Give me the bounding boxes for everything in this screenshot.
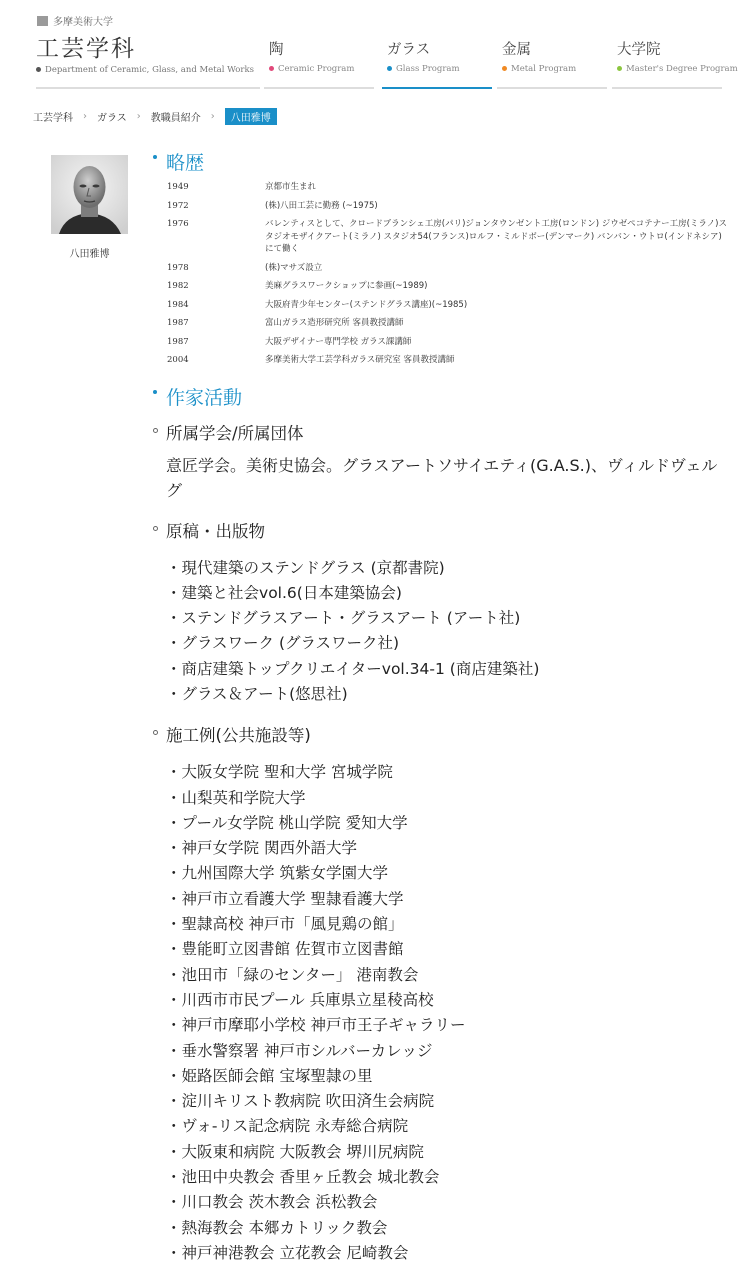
tab-sublabel: [617, 64, 738, 74]
work-item: ・ 神戸市立看護大学 聖隷看護大学: [166, 887, 728, 912]
tab-label: ガラス: [387, 42, 431, 58]
work-item: ・ 神戸神港教会 立花教会 尼崎教会: [166, 1241, 728, 1266]
profile-photo: [51, 155, 128, 234]
work-item: ・ 神戸市摩耶小学校 神戸市王子ギャラリー: [166, 1013, 728, 1038]
history-row: [167, 218, 728, 256]
department-subtitle: [36, 65, 254, 75]
tab-program[interactable]: [612, 38, 738, 89]
profile-name: 八田雅博: [69, 249, 110, 260]
history-event: バレンティスとして、クロードブランシェ工房(パリ)ジョンタウンゼント工房(ロンドン) ジウゼペコテナー工房(ミラノ)スタジオモザイクアート(ミラノ) スタジオ54(フランス)ロルフ・ミルドボー(デンマーク) バンバン・ウトロ(インドネシア)にて働く: [265, 219, 727, 254]
tab-underline: [264, 87, 374, 89]
program-dot-icon: [269, 66, 274, 71]
chevron-right-icon: ›: [136, 111, 141, 122]
work-item: ・ 川西市市民プール 兵庫県立星稜高校: [166, 988, 728, 1013]
work-item: ・ 池田中央教会 香里ヶ丘教会 城北教会: [166, 1165, 728, 1190]
publication-item: ・ 現代建築のステンドグラス (京都書院): [166, 556, 728, 581]
tab-underline: [382, 87, 492, 89]
work-item: ・ 大阪女学院 聖和大学 宮城学院: [166, 760, 728, 785]
history-year: 1949: [167, 182, 189, 192]
university-logo-icon: [37, 16, 48, 26]
publication-item: ・ ステンドグラスアート・グラスアート (アート社): [166, 606, 728, 631]
tab-sublabel-text: Glass Program: [396, 64, 460, 74]
work-item: ・ 聖隷高校 神戸市「風見鶏の館」: [166, 912, 728, 937]
history-row: [167, 299, 728, 312]
university-label: 多摩美術大学: [53, 17, 113, 28]
publication-item: ・ 商店建築トップクリエイターvol.34-1 (商店建築社): [166, 657, 728, 682]
tab-sublabel-text: Master's Degree Program: [626, 64, 738, 74]
tab-program[interactable]: [264, 38, 374, 89]
history-event: (株)マサズ設立: [265, 262, 323, 273]
chevron-right-icon: ›: [210, 111, 215, 122]
history-year: 2004: [167, 355, 189, 365]
tab-underline: [497, 87, 607, 89]
history-year: 1987: [167, 336, 189, 347]
tab-label: 大学院: [617, 42, 661, 58]
publication-item: ・ グラスワーク (グラスワーク社): [166, 631, 728, 656]
program-dot-icon: [387, 66, 392, 71]
department-subtitle-text: Department of Ceramic, Glass, and Metal Works: [45, 65, 254, 75]
tab-sublabel: [269, 64, 354, 74]
affiliations-heading: 所属学会/所属団体: [150, 423, 728, 445]
tab-underline: [612, 87, 722, 89]
activities-heading: 作家活動: [150, 384, 728, 412]
breadcrumb: [33, 108, 277, 125]
work-item: ・ 池田市「緑のセンター」 港南教会: [166, 963, 728, 988]
history-year: 1984: [167, 299, 189, 310]
history-row: [167, 262, 728, 275]
history-year: 1972: [167, 200, 189, 211]
publications-list: [166, 556, 728, 708]
history-event: 多摩美術大学工芸学科ガラス研究室 客員教授講師: [265, 355, 455, 365]
tab-label: 陶: [269, 42, 284, 58]
program-dot-icon: [502, 66, 507, 71]
work-item: ・ 神戸女学院 関西外語大学: [166, 836, 728, 861]
history-year: 1976: [167, 219, 189, 229]
history-event: 大阪デザイナー専門学校 ガラス課講師: [265, 336, 412, 347]
history-row: [167, 317, 728, 330]
publication-item: ・ 建築と社会vol.6(日本建築協会): [166, 581, 728, 606]
tab-sublabel-text: Ceramic Program: [278, 64, 355, 74]
program-dot-icon: [617, 66, 622, 71]
history-heading: 略歴: [150, 149, 728, 177]
breadcrumb-item[interactable]: ガラス: [97, 113, 127, 124]
history-row: [167, 181, 728, 194]
history-timeline: [167, 181, 728, 367]
history-event: 富山ガラス造形研究所 客員教授講師: [265, 318, 404, 328]
history-year: 1982: [167, 281, 189, 291]
works-list: [166, 760, 728, 1266]
main-content: [150, 149, 728, 1266]
tab-label: 金属: [502, 42, 531, 58]
portrait-image: [51, 155, 128, 234]
breadcrumb-item[interactable]: 教職員紹介: [150, 113, 201, 124]
department-dot-icon: [36, 67, 41, 72]
university-name[interactable]: [37, 13, 113, 28]
tab-program[interactable]: [382, 38, 492, 89]
work-item: ・ ヴォ-リス記念病院 永寿総合病院: [166, 1114, 728, 1139]
history-event: 美麻グラスワークショップに参画(~1989): [265, 281, 428, 291]
history-row: [167, 200, 728, 213]
affiliations-text: 意匠学会。美術史協会。グラスアートソサイエティ(G.A.S.)、ヴィルドヴェルグ: [166, 455, 718, 500]
work-item: ・ 豊能町立図書館 佐賀市立図書館: [166, 937, 728, 962]
tab-program[interactable]: [497, 38, 607, 89]
work-item: ・ 山梨英和学院大学: [166, 786, 728, 811]
breadcrumb-current: 八田雅博: [225, 108, 277, 125]
tab-sublabel: [387, 64, 460, 74]
history-event: 京都市生まれ: [265, 182, 317, 192]
work-item: ・ 垂水警察署 神戸市シルバーカレッジ: [166, 1039, 728, 1064]
history-row: [167, 336, 728, 349]
publication-item: ・ グラス＆アート(悠思社): [166, 682, 728, 707]
publications-heading: 原稿・出版物: [150, 521, 728, 543]
work-item: ・ 熱海教会 本郷カトリック教会: [166, 1216, 728, 1241]
work-item: ・ 九州国際大学 筑紫女学園大学: [166, 861, 728, 886]
history-row: [167, 354, 728, 367]
tab-sublabel-text: Metal Program: [511, 64, 577, 74]
work-item: ・ 大阪東和病院 大阪教会 堺川尻病院: [166, 1140, 728, 1165]
works-heading: 施工例(公共施設等): [150, 725, 728, 747]
work-item: ・ 淀川キリスト教病院 吹田済生会病院: [166, 1089, 728, 1114]
work-item: ・ プール女学院 桃山学院 愛知大学: [166, 811, 728, 836]
department-title[interactable]: 工芸学科: [36, 36, 136, 62]
breadcrumb-item[interactable]: 工芸学科: [33, 113, 73, 124]
history-year: 1978: [167, 262, 189, 273]
work-item: ・ 姫路医師会館 宝塚聖隷の里: [166, 1064, 728, 1089]
history-event: (株)八田工芸に勤務 (~1975): [265, 200, 378, 211]
history-year: 1987: [167, 318, 189, 328]
work-item: ・ 川口教会 茨木教会 浜松教会: [166, 1190, 728, 1215]
chevron-right-icon: ›: [83, 111, 87, 122]
header-divider: [36, 87, 260, 89]
history-row: [167, 280, 728, 293]
tab-sublabel: [502, 64, 576, 74]
history-event: 大阪府青少年センター(ステンドグラス講座)(~1985): [265, 299, 468, 310]
